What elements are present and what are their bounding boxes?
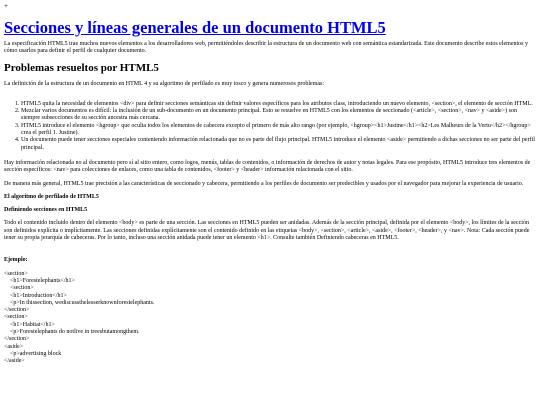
list-item: 1. HTML5 quita la necesidad de elementos <div> para definir secciones semánticas sin definir valores específicos para los atributos class, introduciendo un nuevo elemento, <section>, el elemento de sección HTML. <box>21 101 536 108</box>
code-line: </section> <box>4 307 30 314</box>
code-line: <p>Forestelephants do notlive in treesbutamongthem. <box>4 329 140 336</box>
code-line: </section> <box>4 336 30 343</box>
code-line: <section> <box>4 285 34 292</box>
list-item: 3. HTML5 introduce el elemento <hgroup> que oculta todos los elementos de cabecera excepto el primero de más alto rango (por ejemplo, <hgroup><h1>Justine</h1><h2>Les Malheurs de la Vertu</h2></hgroup> crea el perfil 1. Justine). <box>21 123 536 138</box>
code-line: <h1>Introduction</h1> <box>4 292 67 299</box>
site-elements-paragraph: Hay información relacionada no al documento pero sí al sitio entero, como logos, menús, tablas de contenidos, o información de derechos de autor y notas legales. Para ese propósito, HTML5 introduce tres elementos de sección específicos: <nav> para colecciones de enlaces, como una tabla de contenidos, <footer> y <header> información relacionada con el sitio. <box>4 159 531 174</box>
code-line: </aside> <box>4 358 25 365</box>
code-example <box>4 271 536 366</box>
list-item: 4. Un documento puede tener secciones especiales conteniendo información relacionada que no es parte del flujo principal. HTML5 introduce el elemento <aside> permitiendo a dichas secciones no ser parte del perfil principal. <box>21 137 536 152</box>
precision-paragraph: De manera más general, HTML5 trae precisión a las características de seccionado y cabecera, permitiendo a los perfiles de documento ser predecibles y usados por el navegador para mejorar la experiencia de usuario. <box>4 180 524 187</box>
code-line: <h1>Forestelephants</h1> <box>4 277 75 284</box>
sections-subheading: Definiendo secciones en HTML5 <box>4 207 88 214</box>
code-line: <aside> <box>4 343 24 350</box>
list-item: 2. Mezclar varios documentos es difícil: la inclusión de un sub-documento en un documento principal. Esto se resuelve en HTML5 con los elementos de seccionado (<article>, <section>, <nav> y <aside>) son siempre subsecciones de su sección ancestra más cercana. <box>21 108 536 123</box>
code-line: <h1>Habitat</h1> <box>4 321 55 328</box>
intro-paragraph: La especificación HTML5 trae muchos nuevos elementos a los desarrolladores web, permitiéndoles describir la estructura de un documento web con semántica estandarizada. Este documento describe estos elementos y cómo usarlos para definir el perfil de cualquier documento. <box>4 41 528 55</box>
title-link[interactable]: Secciones y líneas generales de un documento HTML5 <box>4 18 386 37</box>
problems-list <box>4 101 536 152</box>
page-title <box>4 18 536 37</box>
sections-paragraph: Todo el contenido incluido dentro del elemento <body> es parte de una sección. Las secciones en HTML5 pueden ser anidadas. Además de la sección principal, definida por el elemento <body>, los límites de la sección son definidos explícita o implícitamente. Las secciones definidas explícitamente son el contenido definido en las etiquetas <body>, <section>, <article>, <aside>, <footer>, <header>, y <nav>. Nota: Cada sección puede tener su propia jerarquía de cabeceras. Por lo tanto, incluso una sección anidada puede tener un elemento <h1>. Consulte también Definiendo cabeceras en HTML5. <box>4 220 530 242</box>
algorithm-heading: El algoritmo de perfilado de HTML5 <box>4 193 99 200</box>
code-line: <p>advertising block <box>4 350 62 357</box>
example-label: Ejemplo: <box>4 257 28 264</box>
problems-lead: La definición de la estructura de un documento en HTML 4 y su algoritmo de perfilado es muy tosco y genera numerosos problemas: <box>4 80 325 87</box>
code-line: <section> <box>4 270 28 277</box>
plus-icon: + <box>4 2 8 10</box>
code-line: <p>In thissection, wediscussthelesserknownforestelephants. <box>4 299 155 306</box>
code-line: <section> <box>4 314 28 321</box>
problems-heading: Problemas resueltos por HTML5 <box>4 61 159 74</box>
